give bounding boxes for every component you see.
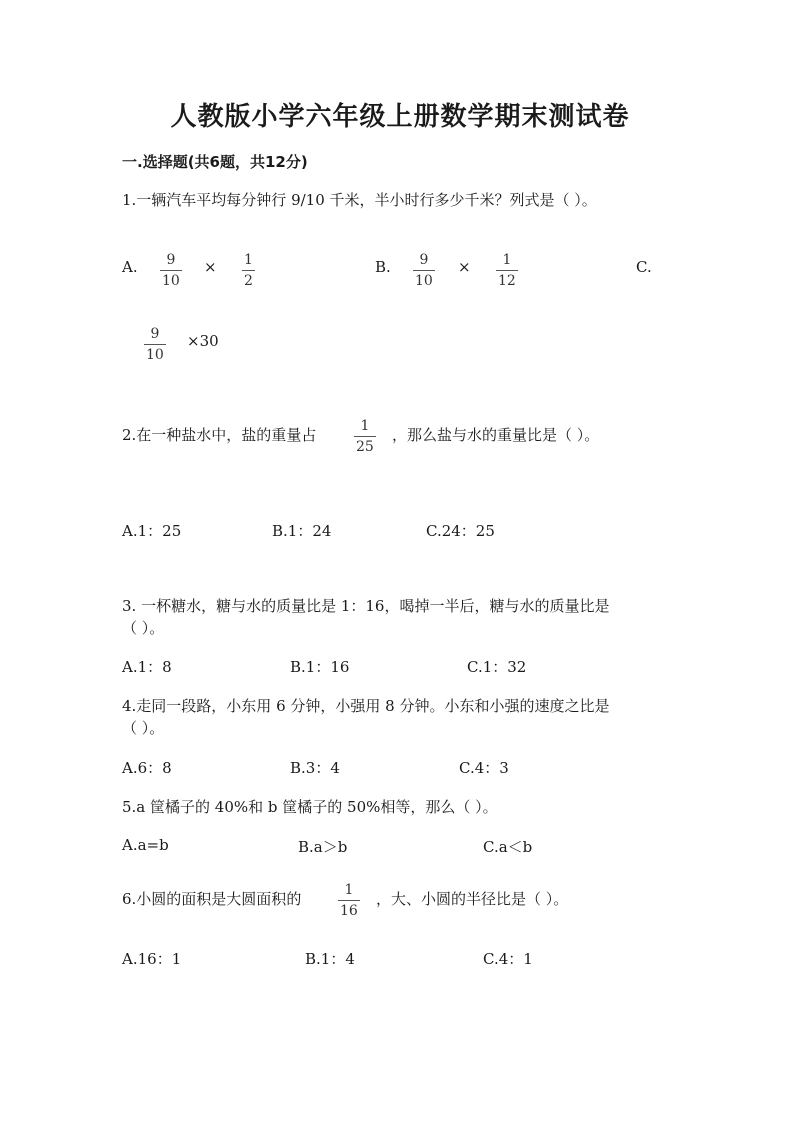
q6-option-c: C.4：1 [483, 950, 533, 968]
fraction-numerator: 9 [166, 252, 176, 268]
q1-option-c-fraction [144, 326, 166, 363]
q1-option-b-fraction-1 [413, 252, 435, 289]
question-4-line-2: （ ）。 [122, 719, 165, 737]
fraction-numerator: 1 [344, 882, 354, 898]
fraction-denominator: 16 [340, 903, 358, 919]
fraction-denominator: 10 [146, 347, 164, 363]
q5-option-b: B.a＞b [298, 838, 348, 856]
question-3-line-2: （ ）。 [122, 619, 165, 637]
question-6-text-post: ，大、小圆的半径比是（ ）。 [376, 890, 569, 908]
q1-option-a-fraction-1 [160, 252, 182, 289]
q2-fraction [354, 418, 376, 455]
q6-option-b: B.1：4 [305, 950, 355, 968]
question-2-text-pre: 2.在一种盐水中，盐的重量占 [122, 426, 317, 444]
q1-option-c-label: C. [636, 258, 652, 276]
fraction-bar [144, 344, 166, 345]
q1-option-b-label: B. [375, 258, 391, 276]
question-5-text: 5.a 筐橘子的 40%和 b 筐橘子的 50%相等，那么（ ）。 [122, 798, 498, 816]
fraction-numerator: 9 [419, 252, 429, 268]
question-4-line-1: 4.走同一段路，小东用 6 分钟，小强用 8 分钟。小东和小强的速度之比是 [122, 697, 610, 715]
q1-option-b-fraction-2 [496, 252, 518, 289]
q4-option-a: A.6：8 [122, 759, 172, 777]
page-title: 人教版小学六年级上册数学期末测试卷 [170, 102, 630, 132]
fraction-denominator: 10 [162, 273, 180, 289]
question-2-text-post: ，那么盐与水的重量比是（ ）。 [392, 426, 600, 444]
q1-option-a-fraction-2 [242, 252, 255, 289]
q5-option-c: C.a＜b [483, 838, 533, 856]
fraction-bar [496, 270, 518, 271]
q1-option-a-times: × [204, 258, 217, 276]
q2-option-c: C.24：25 [426, 522, 495, 540]
fraction-bar [354, 436, 376, 437]
q1-option-b-times: × [458, 258, 471, 276]
q3-option-b: B.1：16 [290, 658, 350, 676]
question-3-line-1: 3. 一杯糖水，糖与水的质量比是 1：16，喝掉一半后，糖与水的质量比是 [122, 597, 610, 615]
q6-option-a: A.16：1 [122, 950, 182, 968]
q3-option-c: C.1：32 [467, 658, 527, 676]
fraction-denominator: 25 [356, 439, 374, 455]
fraction-numerator: 1 [502, 252, 512, 268]
fraction-denominator: 2 [244, 273, 253, 289]
section-heading: 一.选择题(共6题，共12分) [122, 153, 308, 171]
q1-option-c-rest: ×30 [187, 332, 219, 350]
fraction-numerator: 9 [150, 326, 160, 342]
fraction-bar [413, 270, 435, 271]
fraction-numerator: 1 [360, 418, 370, 434]
fraction-bar [242, 270, 255, 271]
q5-option-a: A.a=b [122, 836, 169, 854]
q3-option-a: A.1：8 [122, 658, 172, 676]
q1-option-a-label: A. [122, 258, 138, 276]
fraction-bar [160, 270, 182, 271]
q4-option-b: B.3：4 [290, 759, 340, 777]
q2-option-a: A.1：25 [122, 522, 182, 540]
question-6-text-pre: 6.小圆的面积是大圆面积的 [122, 890, 302, 908]
fraction-denominator: 12 [498, 273, 516, 289]
q4-option-c: C.4：3 [459, 759, 509, 777]
q2-option-b: B.1：24 [272, 522, 332, 540]
fraction-denominator: 10 [415, 273, 433, 289]
q6-fraction [338, 882, 360, 919]
fraction-bar [338, 900, 360, 901]
fraction-numerator: 1 [244, 252, 253, 268]
question-1-text: 1.一辆汽车平均每分钟行 9/10 千米，半小时行多少千米？列式是（ ）。 [122, 191, 597, 209]
